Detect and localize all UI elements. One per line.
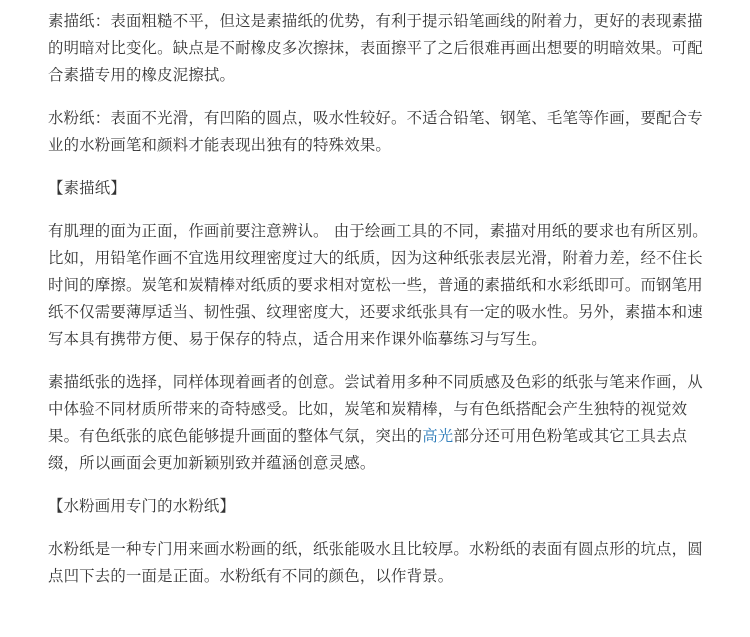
paragraph-sketch-paper-choice [48, 369, 714, 477]
paragraph-sketch-paper-intro: 素描纸：表面粗糙不平，但这是素描纸的优势，有利于提示铅笔画线的附着力，更好的表现素描的明暗对比变化。缺点是不耐橡皮多次擦抹，表面擦平了之后很难再画出想要的明暗效果。可配合素描专用的橡皮泥擦拭。 [48, 12, 703, 84]
paragraph-text-before-link: 素描纸张的选择，同样体现着画者的创意。尝试着用多种不同质感及色彩的纸张与笔来作画，从中体验不同材质所带来的奇特感受。比如，炭笔和炭精棒，与有色纸搭配会产生独特的视觉效果。有色纸张的底色能够提升画面的整体气氛，突出的 [48, 373, 703, 445]
paragraph-text-after-link: 部分还可用色粉笔或其它工具去点缀，所以画面会更加新颖别致并蕴涵创意灵感。 [48, 427, 688, 472]
paragraph-sketch-paper-details: 有肌理的面为正面，作画前要注意辨认。 由于绘画工具的不同，素描对用纸的要求也有所区别。比如，用铅笔作画不宜选用纹理密度过大的纸质，因为这种纸张表层光滑，附着力差，经不住长时间的摩擦。炭笔和炭精棒对纸质的要求相对宽松一些，普通的素描纸和水彩纸即可。而钢笔用纸不仅需要薄厚适当、韧性强、纹理密度大，还要求纸张具有一定的吸水性。另外，素描本和速写本具有携带方便、易于保存的特点，适合用来作课外临摹练习与写生。 [48, 222, 708, 348]
paragraph-gouache-paper-details: 水粉纸是一种专门用来画水粉画的纸，纸张能吸水且比较厚。水粉纸的表面有圆点形的坑点，圆点凹下去的一面是正面。水粉纸有不同的颜色，以作背景。 [48, 540, 703, 585]
section-heading-sketch-paper: 【素描纸】 [48, 179, 126, 197]
article-body [48, 8, 714, 606]
section-heading-gouache-paper: 【水粉画用专门的水粉纸】 [48, 497, 236, 515]
highlight-link[interactable]: 高光 [422, 427, 454, 445]
paragraph-gouache-paper-intro: 水粉纸：表面不光滑，有凹陷的圆点，吸水性较好。不适合铅笔、钢笔、毛笔等作画，要配合专业的水粉画笔和颜料才能表现出独有的特殊效果。 [48, 109, 703, 154]
